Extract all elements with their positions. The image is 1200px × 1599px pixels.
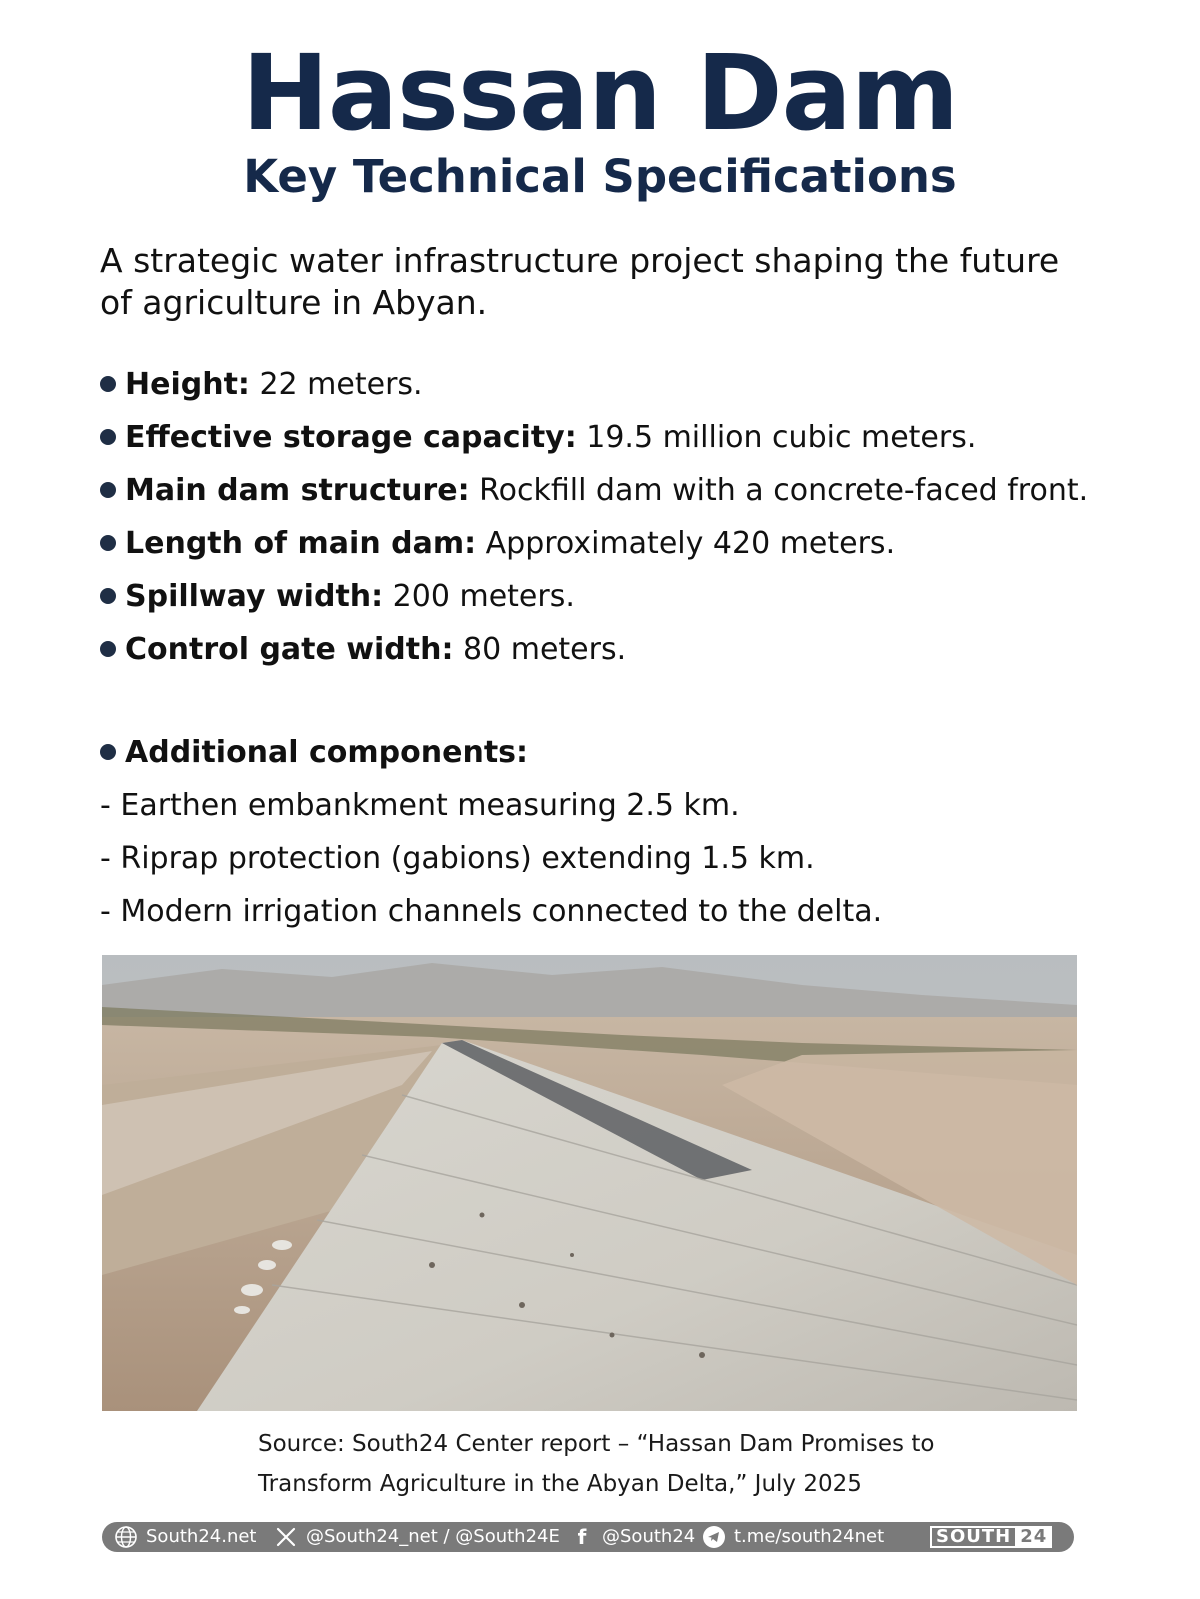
spec-item-height bbox=[100, 365, 1160, 418]
x-icon bbox=[274, 1525, 298, 1549]
social-footer-bar bbox=[102, 1522, 1074, 1552]
page-subtitle: Key Technical Specifications bbox=[243, 150, 957, 203]
footer-website[interactable]: South24.net bbox=[114, 1522, 256, 1552]
spec-item-dam-length bbox=[100, 524, 1160, 577]
spec-value: 19.5 million cubic meters. bbox=[576, 420, 977, 455]
globe-icon bbox=[114, 1525, 138, 1549]
spec-item-storage-capacity bbox=[100, 418, 1160, 471]
page-title: Hassan Dam bbox=[241, 32, 959, 154]
intro-paragraph: A strategic water infrastructure project shaping the future of agriculture in Abyan. bbox=[100, 241, 1060, 322]
source-line: Source: South24 Center report – “Hassan Dam Promises to bbox=[258, 1431, 935, 1457]
spec-label: Main dam structure: bbox=[125, 473, 470, 508]
spec-label: Control gate width: bbox=[125, 632, 454, 667]
bullet-icon bbox=[100, 641, 116, 657]
spec-value: 200 meters. bbox=[383, 579, 575, 614]
bullet-icon bbox=[100, 744, 116, 760]
additional-heading: Additional components: bbox=[100, 733, 1160, 786]
spec-item-spillway-width bbox=[100, 577, 1160, 630]
source-line: Transform Agriculture in the Abyan Delta,” July 2025 bbox=[258, 1471, 862, 1497]
spec-label: Effective storage capacity: bbox=[125, 420, 577, 455]
additional-list bbox=[100, 786, 1160, 945]
dam-photo bbox=[102, 955, 1077, 1411]
spec-list bbox=[100, 365, 1160, 683]
source-caption bbox=[258, 1424, 1018, 1504]
footer-x-handles[interactable]: @South24_net / @South24E bbox=[274, 1522, 560, 1552]
spec-value: 80 meters. bbox=[453, 632, 627, 667]
telegram-icon bbox=[702, 1525, 726, 1549]
spec-item-dam-structure bbox=[100, 471, 1160, 524]
south24-logo: SOUTH 24 bbox=[930, 1526, 1052, 1548]
spec-item-gate-width bbox=[100, 630, 1160, 683]
additional-components bbox=[100, 733, 1160, 945]
list-item: - Modern irrigation channels connected to the delta. bbox=[100, 894, 883, 929]
facebook-icon: f bbox=[577, 1525, 587, 1549]
spec-value: Rockfill dam with a concrete-faced front. bbox=[469, 473, 1089, 508]
bullet-icon bbox=[100, 376, 116, 392]
spec-label: Height: bbox=[125, 367, 250, 402]
bullet-icon bbox=[100, 429, 116, 445]
spec-label: Length of main dam: bbox=[125, 526, 477, 561]
bullet-icon bbox=[100, 482, 116, 498]
list-item: - Riprap protection (gabions) extending 1.5 km. bbox=[100, 841, 815, 876]
bullet-icon bbox=[100, 535, 116, 551]
footer-telegram[interactable]: t.me/south24net bbox=[702, 1522, 884, 1552]
spec-label: Spillway width: bbox=[125, 579, 384, 614]
spec-value: Approximately 420 meters. bbox=[476, 526, 896, 561]
bullet-icon bbox=[100, 588, 116, 604]
list-item: - Earthen embankment measuring 2.5 km. bbox=[100, 788, 740, 823]
spec-value: 22 meters. bbox=[249, 367, 423, 402]
footer-facebook[interactable]: f @South24 bbox=[570, 1522, 695, 1552]
